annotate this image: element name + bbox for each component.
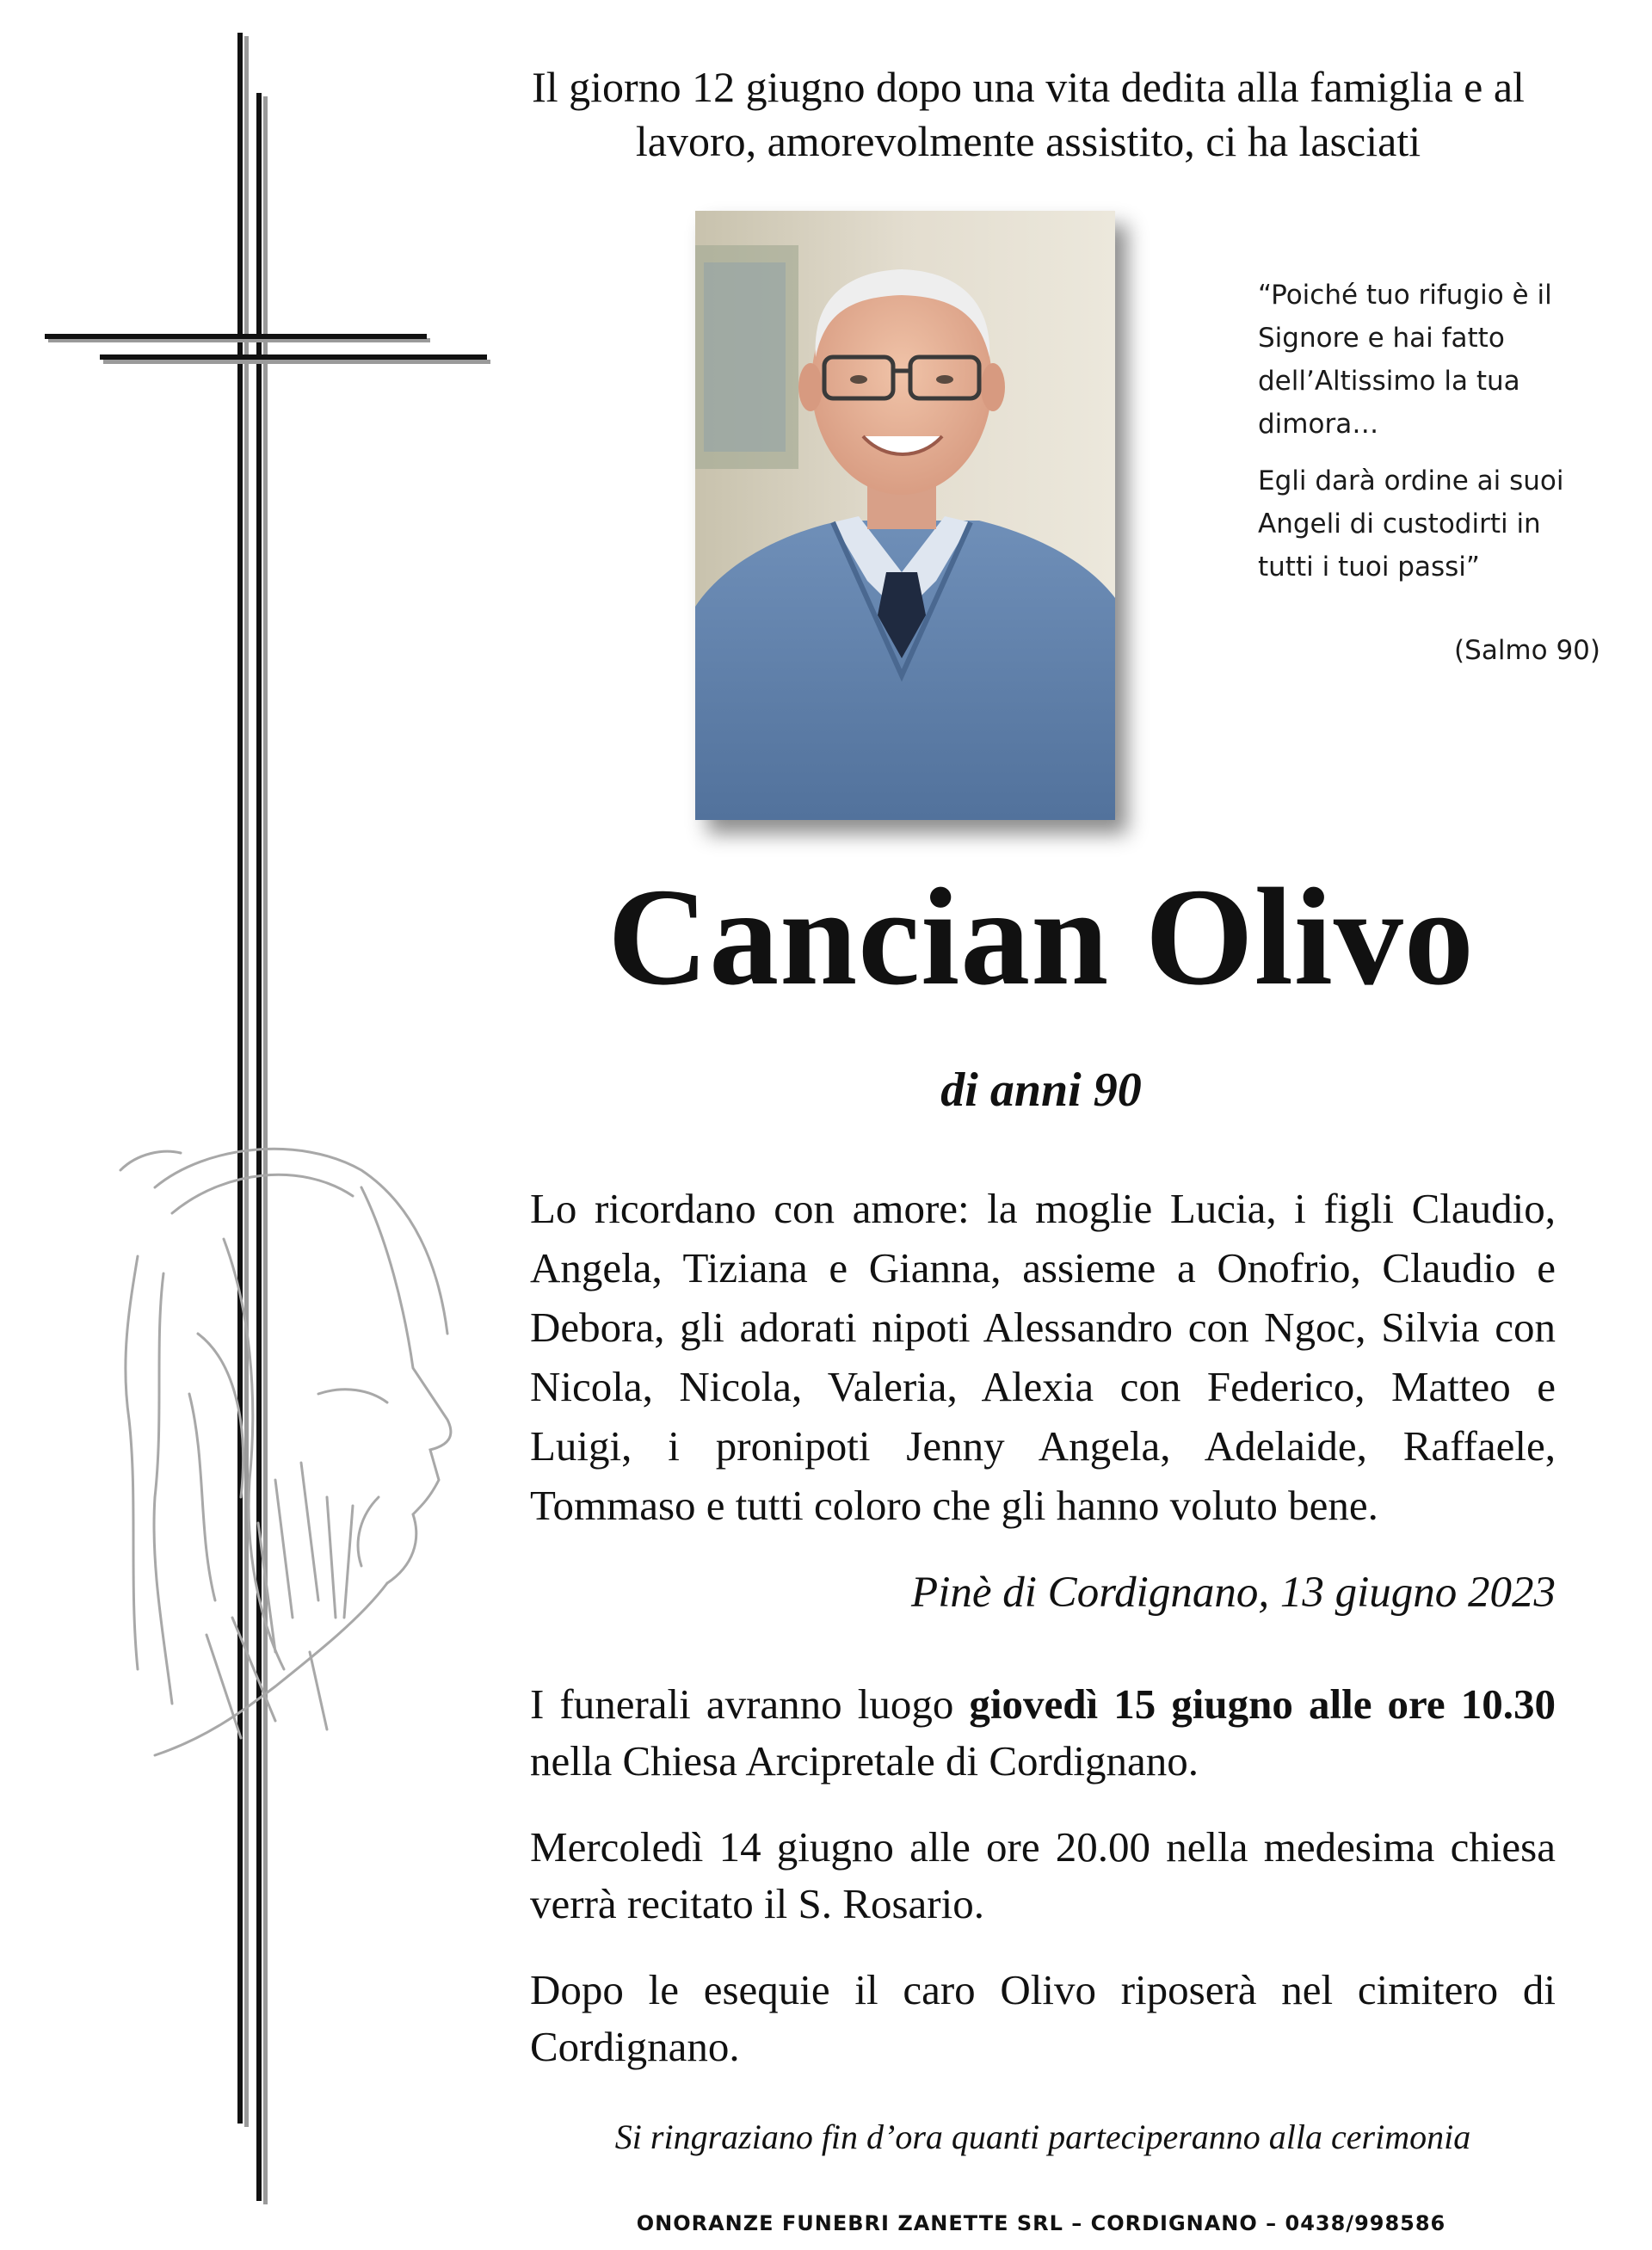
psalm-line: “Poiché tuo rifugio è il (1258, 280, 1552, 311)
funeral-datetime: giovedì 15 giugno alle ore 10.30 (969, 1680, 1556, 1728)
psalm-line: dimora… (1258, 409, 1379, 440)
psalm-line: dell’Altissimo la tua (1258, 366, 1520, 397)
psalm-line: tutti i tuoi passi” (1258, 552, 1480, 583)
portrait-photo (695, 211, 1115, 820)
christ-sketch-icon (103, 1136, 482, 1772)
psalm-line: Egli darà ordine ai suoi (1258, 465, 1564, 496)
funeral-location: nella Chiesa Arcipretale di Cordignano. (530, 1737, 1199, 1785)
family-paragraph: Lo ricordano con amore: la moglie Lucia, i figli Claudio, Angela, Tiziana e Gianna, assieme a Onofrio, Claudio e Debora, gli adorati nipoti Alessandro con Ngoc, Silvia con Nicola, Nicola, Valeria, Alexia con Federico, Matteo e Luigi, i pronipoti Jenny Angela, Adelaide, Raffaele, Tommaso e tutti coloro che gli hanno voluto bene. (530, 1185, 1556, 1529)
psalm-line: Angeli di custodirti in (1258, 509, 1541, 539)
funeral-text: I funerali avranno luogo (530, 1680, 970, 1728)
burial-paragraph: Dopo le esequie il caro Olivo riposerà nel cimitero di Cordignano. (530, 1966, 1556, 2070)
psalm-stanza-1 (1258, 274, 1602, 446)
funeral-home-footer: ONORANZE FUNEBRI ZANETTE SRL – CORDIGNANO – 0438/998586 (636, 2211, 1446, 2235)
deceased-name: Cancian Olivo (607, 860, 1475, 1014)
rosary-paragraph: Mercoledì 14 giugno alle ore 20.00 nella medesima chiesa verrà recitato il S. Rosario. (530, 1823, 1556, 1927)
funeral-paragraph (530, 1676, 1556, 1790)
intro-line-1: Il giorno 12 giugno dopo una vita dedita alla famiglia e al (532, 63, 1525, 111)
deceased-age: di anni 90 (940, 1063, 1142, 1117)
psalm-reference: (Salmo 90) (1454, 635, 1600, 666)
psalm-stanza-2 (1258, 459, 1602, 589)
psalm-line: Signore e hai fatto (1258, 323, 1505, 354)
thanks-note: Si ringraziano fin d’ora quanti parteciperanno alla cerimonia (614, 2117, 1471, 2156)
place-date: Pinè di Cordignano, 13 giugno 2023 (911, 1569, 1556, 1617)
intro-text (482, 60, 1575, 169)
psalm-quote (1258, 274, 1602, 602)
intro-line-2: lavoro, amorevolmente assistito, ci ha lasciati (635, 117, 1421, 165)
